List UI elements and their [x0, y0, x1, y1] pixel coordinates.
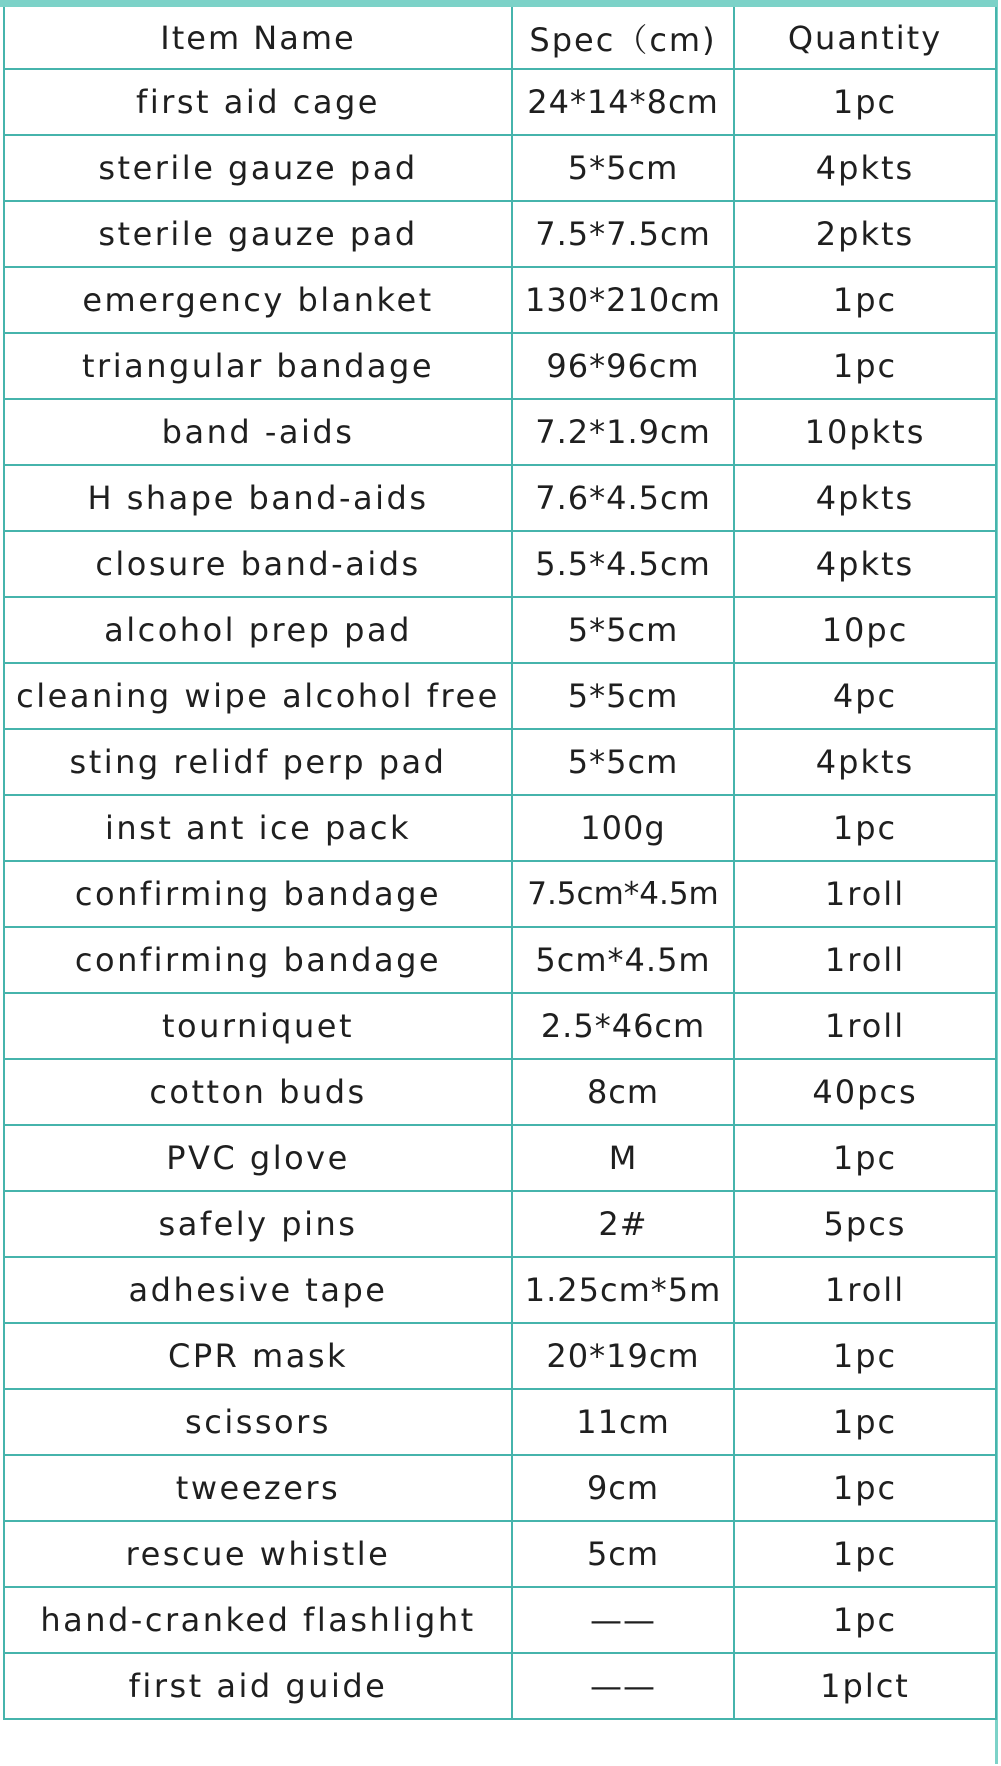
item-name-cell: alcohol prep pad	[4, 597, 512, 663]
quantity-cell: 1pc	[734, 1323, 996, 1389]
spec-cell: 7.6*4.5cm	[512, 465, 734, 531]
spec-cell: 5cm	[512, 1521, 734, 1587]
item-name-cell: CPR mask	[4, 1323, 512, 1389]
table-row	[4, 861, 996, 927]
item-name-cell: first aid cage	[4, 69, 512, 135]
spec-cell: 7.5cm*4.5m	[512, 861, 734, 927]
quantity-cell: 1pc	[734, 69, 996, 135]
table-row	[4, 1191, 996, 1257]
quantity-cell: 2pkts	[734, 201, 996, 267]
quantity-cell: 1roll	[734, 1257, 996, 1323]
spec-cell: 100g	[512, 795, 734, 861]
quantity-cell: 1roll	[734, 993, 996, 1059]
spec-cell: 24*14*8cm	[512, 69, 734, 135]
quantity-cell: 4pc	[734, 663, 996, 729]
quantity-cell: 1plct	[734, 1653, 996, 1719]
quantity-cell: 5pcs	[734, 1191, 996, 1257]
quantity-cell: 1pc	[734, 1521, 996, 1587]
table-header-row	[4, 7, 996, 69]
table-row	[4, 201, 996, 267]
item-name-cell: band -aids	[4, 399, 512, 465]
quantity-cell: 10pkts	[734, 399, 996, 465]
table-row	[4, 531, 996, 597]
spec-cell: 5.5*4.5cm	[512, 531, 734, 597]
spec-cell: 20*19cm	[512, 1323, 734, 1389]
spec-cell: M	[512, 1125, 734, 1191]
item-name-cell: tweezers	[4, 1455, 512, 1521]
item-name-cell: closure band-aids	[4, 531, 512, 597]
quantity-cell: 4pkts	[734, 729, 996, 795]
quantity-cell: 1pc	[734, 333, 996, 399]
item-name-cell: emergency blanket	[4, 267, 512, 333]
spec-cell: ——	[512, 1653, 734, 1719]
header-spec: Spec（cm)	[512, 7, 734, 69]
quantity-cell: 1pc	[734, 1587, 996, 1653]
table-row	[4, 1389, 996, 1455]
item-name-cell: sting relidf perp pad	[4, 729, 512, 795]
spec-cell: 96*96cm	[512, 333, 734, 399]
table-row	[4, 597, 996, 663]
spec-cell: 8cm	[512, 1059, 734, 1125]
table-row	[4, 1587, 996, 1653]
quantity-cell: 4pkts	[734, 135, 996, 201]
spec-cell: 2.5*46cm	[512, 993, 734, 1059]
item-name-cell: sterile gauze pad	[4, 201, 512, 267]
table-row	[4, 1059, 996, 1125]
spec-cell: 7.5*7.5cm	[512, 201, 734, 267]
quantity-cell: 1roll	[734, 927, 996, 993]
table-row	[4, 795, 996, 861]
spec-cell: 5*5cm	[512, 729, 734, 795]
table-row	[4, 465, 996, 531]
item-name-cell: cleaning wipe alcohol free	[4, 663, 512, 729]
item-name-cell: confirming bandage	[4, 927, 512, 993]
table-row	[4, 1257, 996, 1323]
header-quantity: Quantity	[734, 7, 996, 69]
spec-cell: ——	[512, 1587, 734, 1653]
item-name-cell: H shape band-aids	[4, 465, 512, 531]
spec-cell: 130*210cm	[512, 267, 734, 333]
quantity-cell: 4pkts	[734, 465, 996, 531]
table-row	[4, 993, 996, 1059]
quantity-cell: 1pc	[734, 795, 996, 861]
item-name-cell: hand-cranked flashlight	[4, 1587, 512, 1653]
spec-cell: 1.25cm*5m	[512, 1257, 734, 1323]
quantity-cell: 4pkts	[734, 531, 996, 597]
spec-cell: 2#	[512, 1191, 734, 1257]
table-row	[4, 399, 996, 465]
spec-cell: 5cm*4.5m	[512, 927, 734, 993]
table-row	[4, 1455, 996, 1521]
item-name-cell: safely pins	[4, 1191, 512, 1257]
first-aid-kit-spec-table	[3, 7, 997, 1720]
quantity-cell: 40pcs	[734, 1059, 996, 1125]
table-body	[4, 69, 996, 1719]
table-row	[4, 927, 996, 993]
table-row	[4, 663, 996, 729]
item-name-cell: scissors	[4, 1389, 512, 1455]
quantity-cell: 1pc	[734, 267, 996, 333]
item-name-cell: cotton buds	[4, 1059, 512, 1125]
quantity-cell: 10pc	[734, 597, 996, 663]
spec-cell: 5*5cm	[512, 663, 734, 729]
item-name-cell: confirming bandage	[4, 861, 512, 927]
item-name-cell: tourniquet	[4, 993, 512, 1059]
table-row	[4, 729, 996, 795]
table-row	[4, 1323, 996, 1389]
item-name-cell: first aid guide	[4, 1653, 512, 1719]
quantity-cell: 1pc	[734, 1389, 996, 1455]
table-row	[4, 1521, 996, 1587]
quantity-cell: 1roll	[734, 861, 996, 927]
spec-cell: 5*5cm	[512, 135, 734, 201]
table-row	[4, 69, 996, 135]
spec-cell: 7.2*1.9cm	[512, 399, 734, 465]
table-row	[4, 1125, 996, 1191]
spec-cell: 11cm	[512, 1389, 734, 1455]
table-row	[4, 1653, 996, 1719]
item-name-cell: rescue whistle	[4, 1521, 512, 1587]
quantity-cell: 1pc	[734, 1125, 996, 1191]
table-row	[4, 267, 996, 333]
item-name-cell: triangular bandage	[4, 333, 512, 399]
table-row	[4, 333, 996, 399]
item-name-cell: sterile gauze pad	[4, 135, 512, 201]
item-name-cell: inst ant ice pack	[4, 795, 512, 861]
item-name-cell: adhesive tape	[4, 1257, 512, 1323]
header-item-name: Item Name	[4, 7, 512, 69]
spec-cell: 5*5cm	[512, 597, 734, 663]
spec-cell: 9cm	[512, 1455, 734, 1521]
quantity-cell: 1pc	[734, 1455, 996, 1521]
table-row	[4, 135, 996, 201]
item-name-cell: PVC glove	[4, 1125, 512, 1191]
